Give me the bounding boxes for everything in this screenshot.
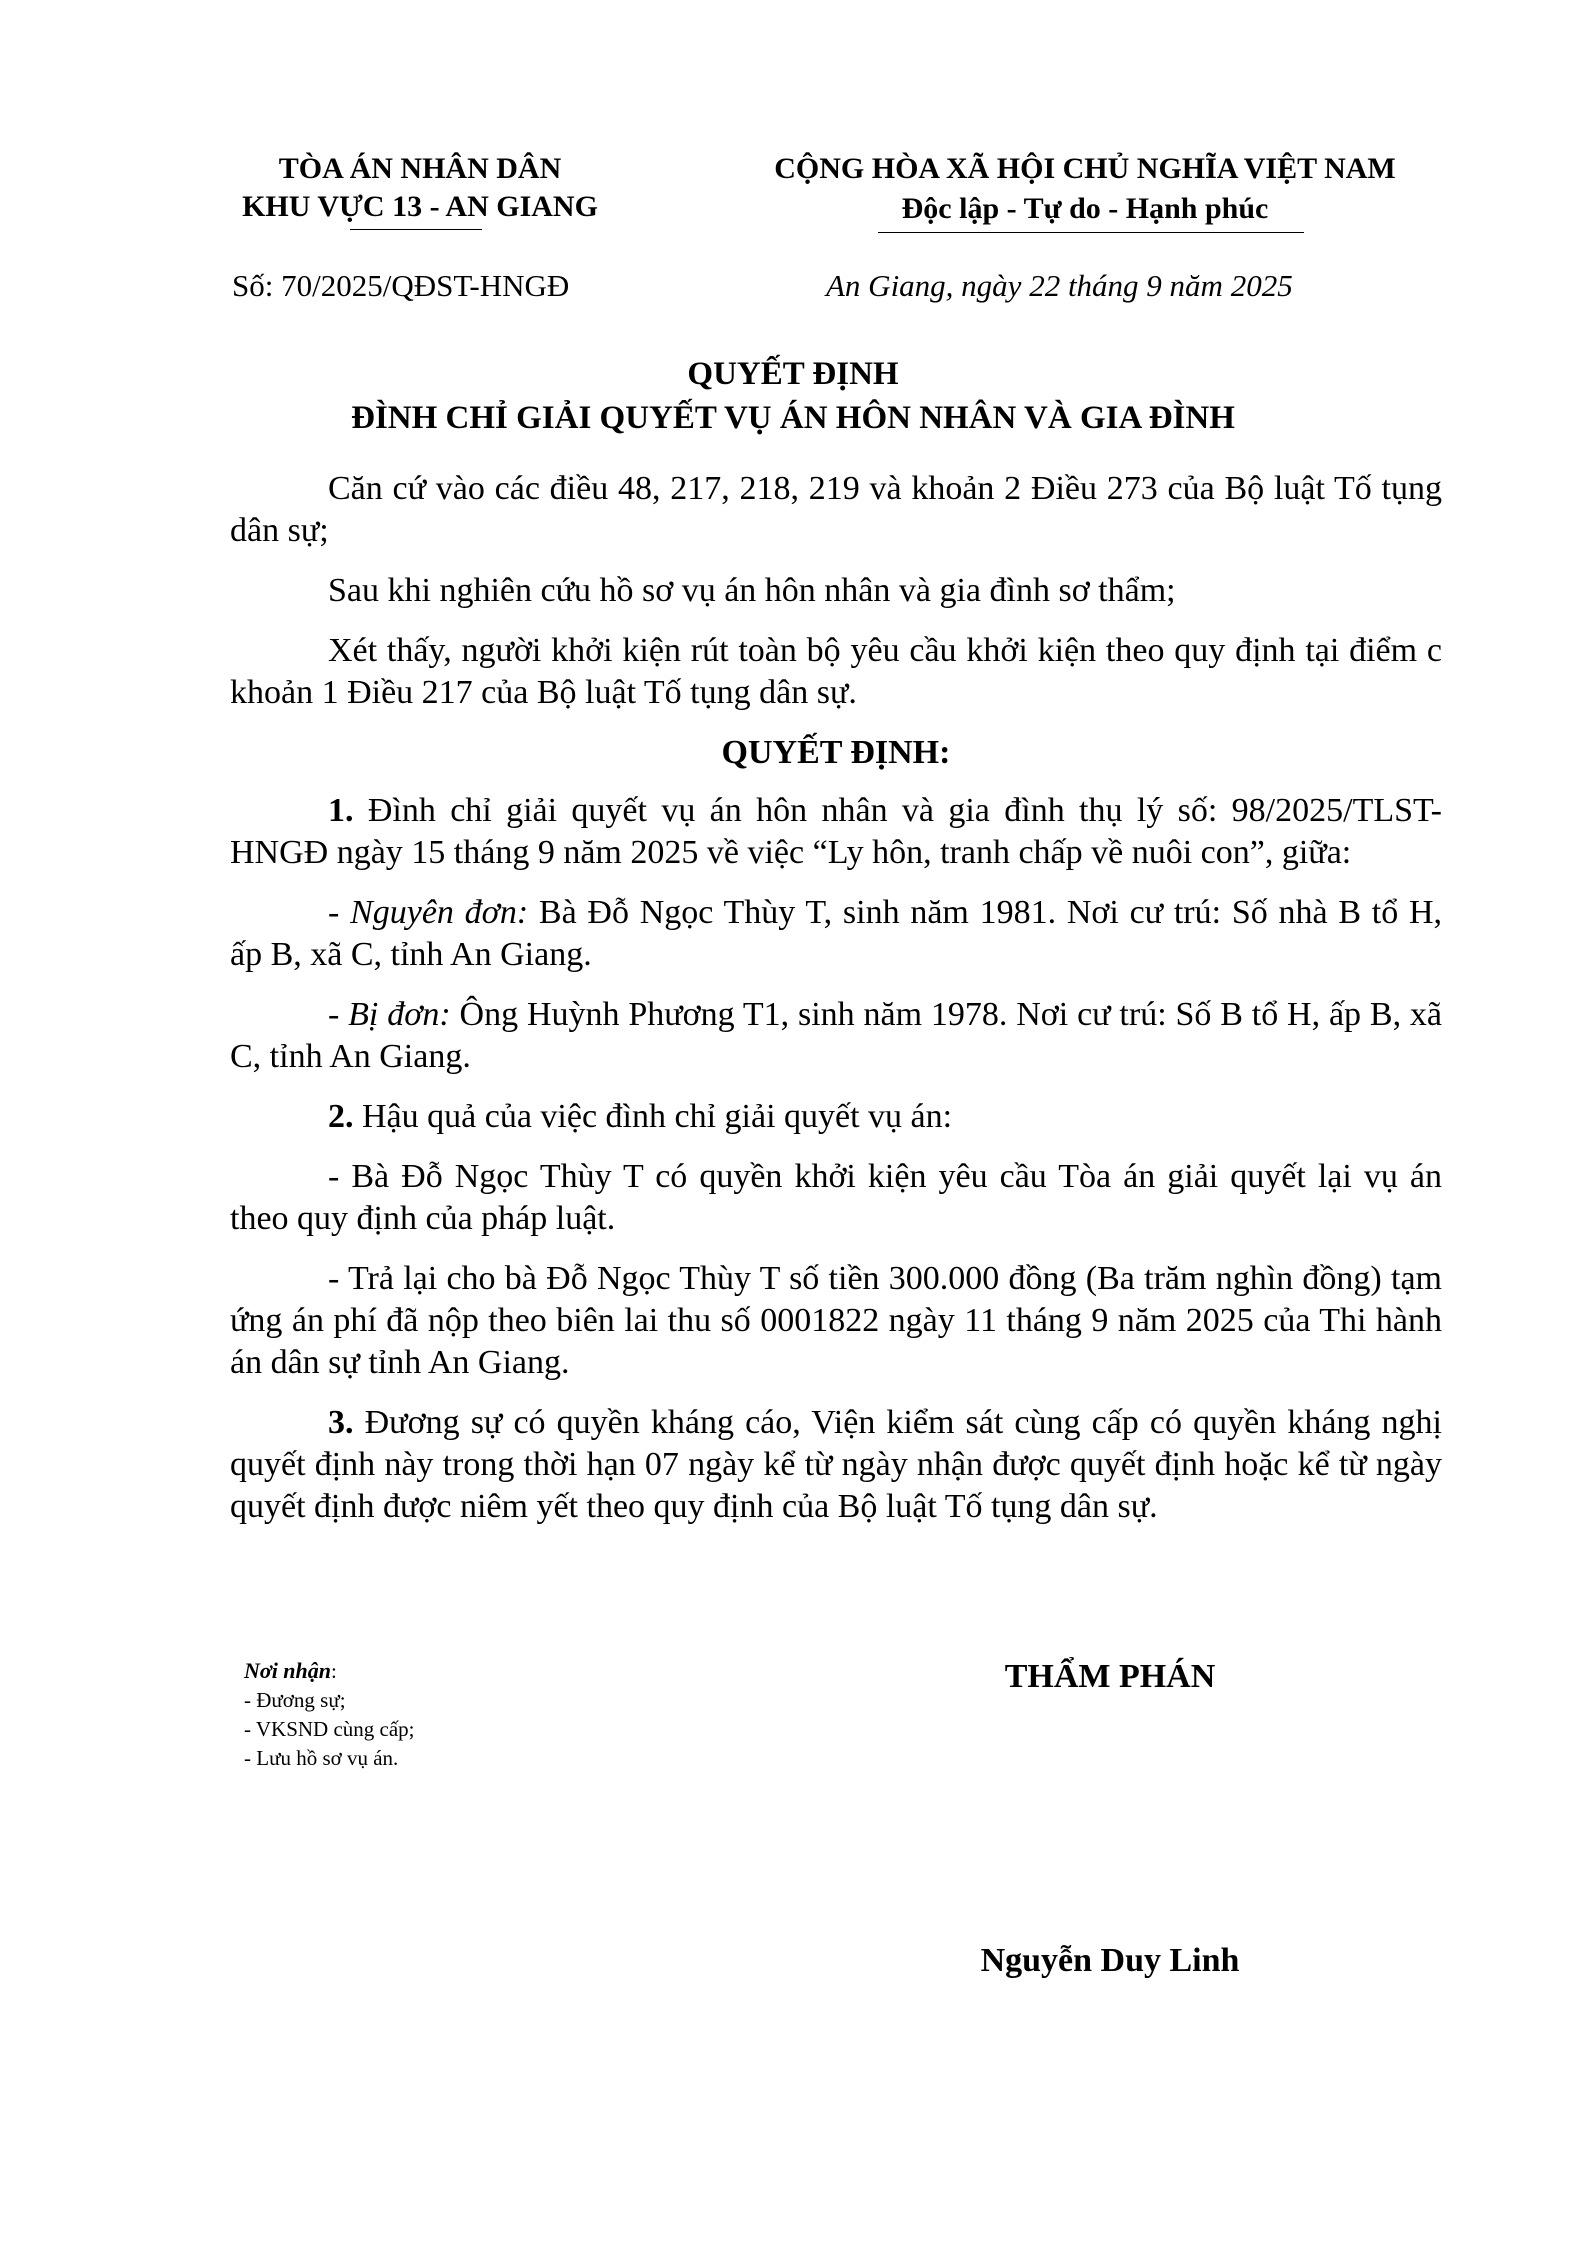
national-motto: Độc lập - Tự do - Hạnh phúc: [901, 192, 1269, 225]
plaintiff-paragraph: [230, 892, 1442, 976]
consequence-right-to-sue: - Bà Đỗ Ngọc Thùy T có quyền khởi kiện yêu cầu Tòa án giải quyết lại vụ án theo quy định của pháp luật.: [230, 1158, 1442, 1237]
item-1-number: 1.: [328, 792, 354, 829]
recipients-heading-line: [244, 1656, 415, 1686]
court-region: KHU VỰC 13 - AN GIANG: [242, 190, 598, 223]
preamble-finding: Xét thấy, người khởi kiện rút toàn bộ yêu cầu khởi kiện theo quy định tại điểm c khoản 1 Điều 217 của Bộ luật Tố tụng dân sự.: [230, 632, 1442, 711]
preamble-review: Sau khi nghiên cứu hồ sơ vụ án hôn nhân và gia đình sơ thẩm;: [328, 572, 1176, 609]
left-header-underline: [350, 229, 482, 230]
plaintiff-details: Bà Đỗ Ngọc Thùy T, sinh năm 1981. Nơi cư trú: Số nhà B tổ H, ấp B, xã C, tỉnh An Giang.: [230, 894, 1442, 973]
recipients-heading: Nơi nhận: [244, 1658, 332, 1683]
document-number: Số: 70/2025/QĐST-HNGĐ: [232, 268, 570, 303]
place-date: An Giang, ngày 22 tháng 9 năm 2025: [826, 268, 1293, 303]
consequence-fee-refund: - Trả lại cho bà Đỗ Ngọc Thùy T số tiền 300.000 đồng (Ba trăm nghìn đồng) tạm ứng án phí đã nộp theo biên lai thu số 0001822 ngày 11 tháng 9 năm 2025 của Thi hành án dân sự tỉnh An Giang.: [230, 1260, 1442, 1381]
defendant-details: Ông Huỳnh Phương T1, sinh năm 1978. Nơi cư trú: Số B tổ H, ấp B, xã C, tỉnh An Giang.: [230, 996, 1442, 1075]
defendant-label: - Bị đơn:: [328, 996, 451, 1033]
document-subtitle: ĐÌNH CHỈ GIẢI QUYẾT VỤ ÁN HÔN NHÂN VÀ GIA ĐÌNH: [351, 400, 1235, 436]
document-body: [230, 468, 1442, 1546]
signer-name: Nguyễn Duy Linh: [980, 1942, 1240, 1979]
motto-underline: [878, 232, 1304, 233]
plaintiff-label: - Nguyên đơn:: [328, 894, 529, 931]
item-2-number: 2.: [328, 1098, 354, 1135]
item-3-number: 3.: [328, 1404, 354, 1441]
decision-item-1: [230, 790, 1442, 874]
national-title: CỘNG HÒA XÃ HỘI CHỦ NGHĨA VIỆT NAM: [774, 152, 1396, 185]
recipient-item: - Đương sự;: [244, 1688, 346, 1712]
decision-item-3: [230, 1402, 1442, 1528]
decision-item-2: [230, 1096, 1442, 1138]
item-2-text: Hậu quả của việc đình chỉ giải quyết vụ án:: [353, 1098, 953, 1135]
document-title: QUYẾT ĐỊNH: [687, 356, 899, 392]
recipient-item: - VKSND cùng cấp;: [244, 1717, 415, 1741]
item-3-text: Đương sự có quyền kháng cáo, Viện kiểm sát cùng cấp có quyền kháng nghị quyết định này trong thời hạn 07 ngày kể từ ngày nhận được quyết định hoặc kể từ ngày quyết định được niêm yết theo quy định của Bộ luật Tố tụng dân sự.: [230, 1404, 1442, 1525]
item-1-text: Đình chỉ giải quyết vụ án hôn nhân và gia đình thụ lý số: 98/2025/TLST-HNGĐ ngày 15 tháng 9 năm 2025 về việc “Ly hôn, tranh chấp về nuôi con”, giữa:: [230, 792, 1442, 871]
court-name: TÒA ÁN NHÂN DÂN: [278, 152, 562, 185]
recipients-colon: :: [331, 1659, 337, 1683]
defendant-paragraph: [230, 994, 1442, 1078]
recipients-block: [244, 1656, 415, 1773]
signer-role: THẨM PHÁN: [1004, 1658, 1216, 1695]
recipient-item: - Lưu hồ sơ vụ án.: [244, 1746, 399, 1770]
decision-heading: QUYẾT ĐỊNH:: [721, 734, 951, 771]
preamble-basis: Căn cứ vào các điều 48, 217, 218, 219 và khoản 2 Điều 273 của Bộ luật Tố tụng dân sự;: [230, 470, 1442, 549]
